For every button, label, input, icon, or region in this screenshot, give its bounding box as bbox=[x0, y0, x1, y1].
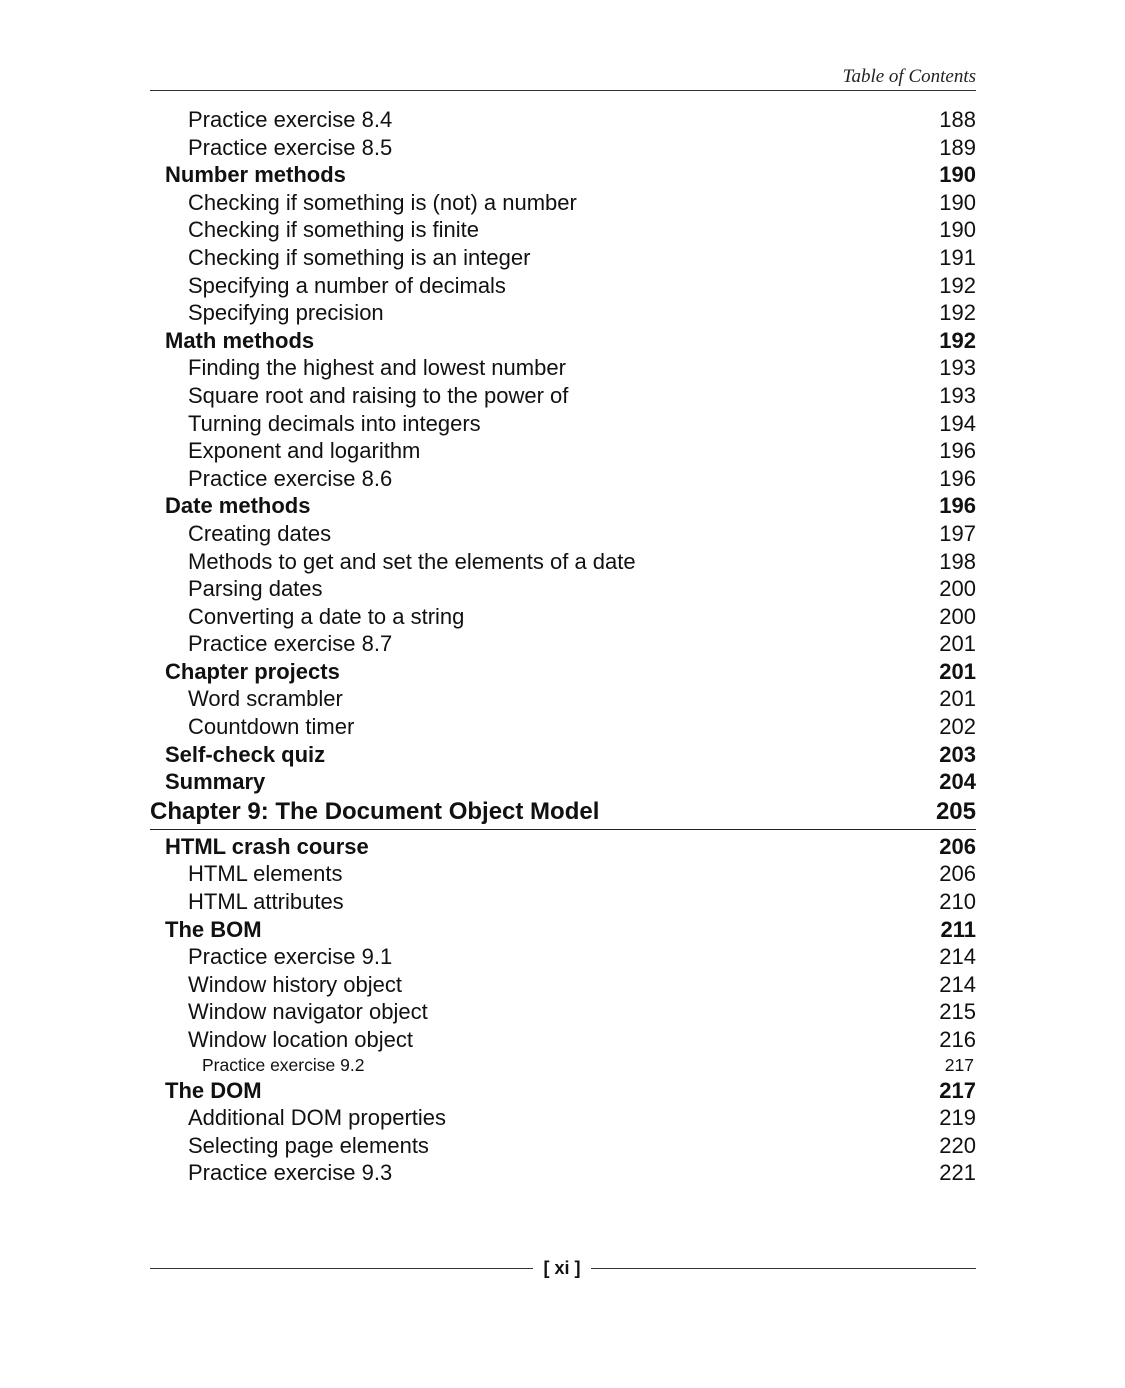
toc-section-entry[interactable] bbox=[150, 833, 976, 861]
toc-subsection-entry[interactable] bbox=[150, 299, 976, 327]
toc-subsection-entry[interactable] bbox=[150, 410, 976, 438]
toc-entry-page-number: 192 bbox=[939, 327, 976, 353]
toc-subsection-entry[interactable] bbox=[150, 354, 976, 382]
toc-subsection-entry[interactable] bbox=[150, 603, 976, 631]
toc-entry-title: Word scrambler bbox=[188, 686, 343, 712]
toc-subsection-entry[interactable] bbox=[150, 520, 976, 548]
toc-entry-title: HTML crash course bbox=[165, 833, 369, 859]
toc-entry-title: HTML attributes bbox=[188, 889, 344, 915]
toc-entry-title: Window location object bbox=[188, 1027, 414, 1052]
toc-entry-title: The BOM bbox=[165, 916, 262, 942]
toc-entry-title: Checking if something is an integer bbox=[188, 244, 531, 270]
toc-entry-page-number: 216 bbox=[939, 1027, 976, 1052]
toc-subsection-entry[interactable] bbox=[150, 971, 976, 999]
toc-entry-page-number: 201 bbox=[939, 631, 976, 657]
toc-subsection-entry[interactable] bbox=[150, 106, 976, 134]
toc-entry-page-number: 204 bbox=[939, 769, 976, 795]
toc-entry-title: Practice exercise 9.3 bbox=[188, 1160, 393, 1186]
toc-entry-title: Converting a date to a string bbox=[188, 603, 465, 629]
toc-subsection-entry[interactable] bbox=[150, 943, 976, 971]
toc-entry-page-number: 194 bbox=[939, 410, 976, 436]
toc-entry-title: Specifying a number of decimals bbox=[188, 272, 506, 298]
toc-entry-title: Practice exercise 9.2 bbox=[202, 1054, 365, 1075]
toc-entry-title: Creating dates bbox=[188, 520, 332, 546]
running-header-title: Table of Contents bbox=[842, 66, 976, 87]
toc-entry-title: Square root and raising to the power of bbox=[188, 382, 569, 408]
toc-entry-title: Practice exercise 8.4 bbox=[188, 107, 393, 132]
page-number: [ xi ] bbox=[543, 1258, 581, 1278]
toc-subsection-entry[interactable] bbox=[150, 713, 976, 741]
toc-subsection-entry[interactable] bbox=[150, 437, 976, 465]
toc-section-entry[interactable] bbox=[150, 658, 976, 686]
toc-entry-title: Parsing dates bbox=[188, 576, 323, 602]
toc-entry-page-number: 188 bbox=[939, 107, 976, 132]
toc-entry-page-number: 217 bbox=[939, 1077, 976, 1103]
toc-subsection-entry[interactable] bbox=[150, 465, 976, 493]
toc-subsection-entry[interactable] bbox=[150, 888, 976, 916]
toc-subsection-entry[interactable] bbox=[150, 860, 976, 888]
toc-entry-page-number: 190 bbox=[939, 189, 976, 215]
running-header bbox=[150, 66, 976, 91]
toc-entry-title: Methods to get and set the elements of a date bbox=[188, 548, 636, 574]
toc-entry-title: Chapter 9: The Document Object Model bbox=[150, 797, 600, 825]
toc-entry-page-number: 202 bbox=[939, 714, 976, 740]
toc-entry-title: Date methods bbox=[165, 493, 311, 519]
footer-rule-left bbox=[150, 1268, 533, 1269]
toc-entry-title: Window navigator object bbox=[188, 999, 428, 1025]
toc-entry-page-number: 217 bbox=[944, 1054, 974, 1075]
toc-chapter-entry[interactable] bbox=[150, 796, 976, 833]
toc-section-entry[interactable] bbox=[150, 1077, 976, 1105]
toc-entry-title: Practice exercise 9.1 bbox=[188, 944, 393, 970]
toc-subsection-entry[interactable] bbox=[150, 575, 976, 603]
toc-entry-title: Practice exercise 8.7 bbox=[188, 631, 393, 657]
toc-entry-title: Additional DOM properties bbox=[188, 1105, 447, 1131]
toc-subsection-entry[interactable] bbox=[150, 134, 976, 162]
toc-subsection-entry[interactable] bbox=[150, 1026, 976, 1054]
toc-subsubsection-entry[interactable] bbox=[150, 1054, 976, 1077]
toc-entry-page-number: 192 bbox=[939, 272, 976, 298]
toc-subsection-entry[interactable] bbox=[150, 382, 976, 410]
toc-entry-page-number: 205 bbox=[935, 797, 976, 825]
toc-entry-title: Window history object bbox=[188, 971, 402, 997]
toc-entry-page-number: 196 bbox=[939, 465, 976, 491]
toc-subsection-entry[interactable] bbox=[150, 1159, 976, 1187]
toc-entry-title: Self-check quiz bbox=[165, 741, 326, 767]
toc-entry-title: Countdown timer bbox=[188, 714, 355, 740]
toc-entry-page-number: 201 bbox=[939, 658, 976, 684]
toc-subsection-entry[interactable] bbox=[150, 216, 976, 244]
page-footer bbox=[150, 1256, 976, 1280]
toc-subsection-entry[interactable] bbox=[150, 998, 976, 1026]
toc-entry-page-number: 220 bbox=[939, 1132, 976, 1158]
toc-entry-title: Exponent and logarithm bbox=[188, 438, 421, 464]
toc-entry-page-number: 198 bbox=[939, 548, 976, 574]
toc-entry-page-number: 200 bbox=[939, 603, 976, 629]
toc-entry-page-number: 196 bbox=[939, 438, 976, 464]
toc-section-entry[interactable] bbox=[150, 161, 976, 189]
toc-entry-title: Turning decimals into integers bbox=[188, 410, 481, 436]
toc-entry-page-number: 192 bbox=[939, 300, 976, 326]
toc-entry-title: Checking if something is finite bbox=[188, 217, 480, 243]
toc-section-entry[interactable] bbox=[150, 916, 976, 944]
toc-section-entry[interactable] bbox=[150, 492, 976, 520]
toc-entry-title: Chapter projects bbox=[165, 658, 340, 684]
toc-entry-page-number: 190 bbox=[939, 162, 976, 188]
toc-entry-title: Summary bbox=[165, 769, 266, 795]
toc-subsection-entry[interactable] bbox=[150, 548, 976, 576]
toc-entry-page-number: 206 bbox=[939, 861, 976, 887]
toc-section-entry[interactable] bbox=[150, 768, 976, 796]
toc-entry-page-number: 214 bbox=[939, 944, 976, 970]
toc-entry-page-number: 215 bbox=[939, 999, 976, 1025]
toc-section-entry[interactable] bbox=[150, 327, 976, 355]
toc-entry-title: Specifying precision bbox=[188, 300, 384, 326]
footer-rule-right bbox=[591, 1268, 976, 1269]
toc-entry-page-number: 210 bbox=[939, 889, 976, 915]
toc-entry-page-number: 214 bbox=[939, 971, 976, 997]
toc-entry-page-number: 221 bbox=[939, 1160, 976, 1186]
toc-entry-page-number: 193 bbox=[939, 355, 976, 381]
toc-entry-title: Finding the highest and lowest number bbox=[188, 355, 566, 381]
table-of-contents bbox=[150, 106, 976, 1187]
toc-entry-page-number: 196 bbox=[939, 493, 976, 519]
toc-entry-title: Selecting page elements bbox=[188, 1132, 429, 1158]
toc-entry-title: Practice exercise 8.6 bbox=[188, 465, 393, 491]
toc-subsection-entry[interactable] bbox=[150, 244, 976, 272]
toc-entry-page-number: 201 bbox=[939, 686, 976, 712]
toc-entry-page-number: 211 bbox=[940, 916, 976, 942]
toc-section-entry[interactable] bbox=[150, 741, 976, 769]
toc-entry-title: The DOM bbox=[165, 1077, 262, 1103]
toc-entry-title: Math methods bbox=[165, 327, 315, 353]
toc-entry-page-number: 219 bbox=[939, 1105, 976, 1131]
toc-subsection-entry[interactable] bbox=[150, 272, 976, 300]
toc-entry-title: HTML elements bbox=[188, 861, 343, 887]
toc-entry-page-number: 203 bbox=[939, 741, 976, 767]
toc-subsection-entry[interactable] bbox=[150, 685, 976, 713]
toc-entry-page-number: 197 bbox=[939, 520, 976, 546]
toc-entry-title: Number methods bbox=[165, 162, 346, 188]
toc-entry-page-number: 200 bbox=[939, 576, 976, 602]
toc-entry-page-number: 191 bbox=[939, 244, 976, 270]
toc-subsection-entry[interactable] bbox=[150, 189, 976, 217]
toc-entry-title: Practice exercise 8.5 bbox=[188, 134, 393, 160]
toc-entry-page-number: 189 bbox=[939, 134, 976, 160]
toc-entry-page-number: 193 bbox=[939, 382, 976, 408]
toc-entry-page-number: 206 bbox=[939, 833, 976, 859]
toc-subsection-entry[interactable] bbox=[150, 630, 976, 658]
toc-subsection-entry[interactable] bbox=[150, 1132, 976, 1160]
toc-entry-title: Checking if something is (not) a number bbox=[188, 189, 577, 215]
toc-subsection-entry[interactable] bbox=[150, 1104, 976, 1132]
toc-entry-page-number: 190 bbox=[939, 217, 976, 243]
